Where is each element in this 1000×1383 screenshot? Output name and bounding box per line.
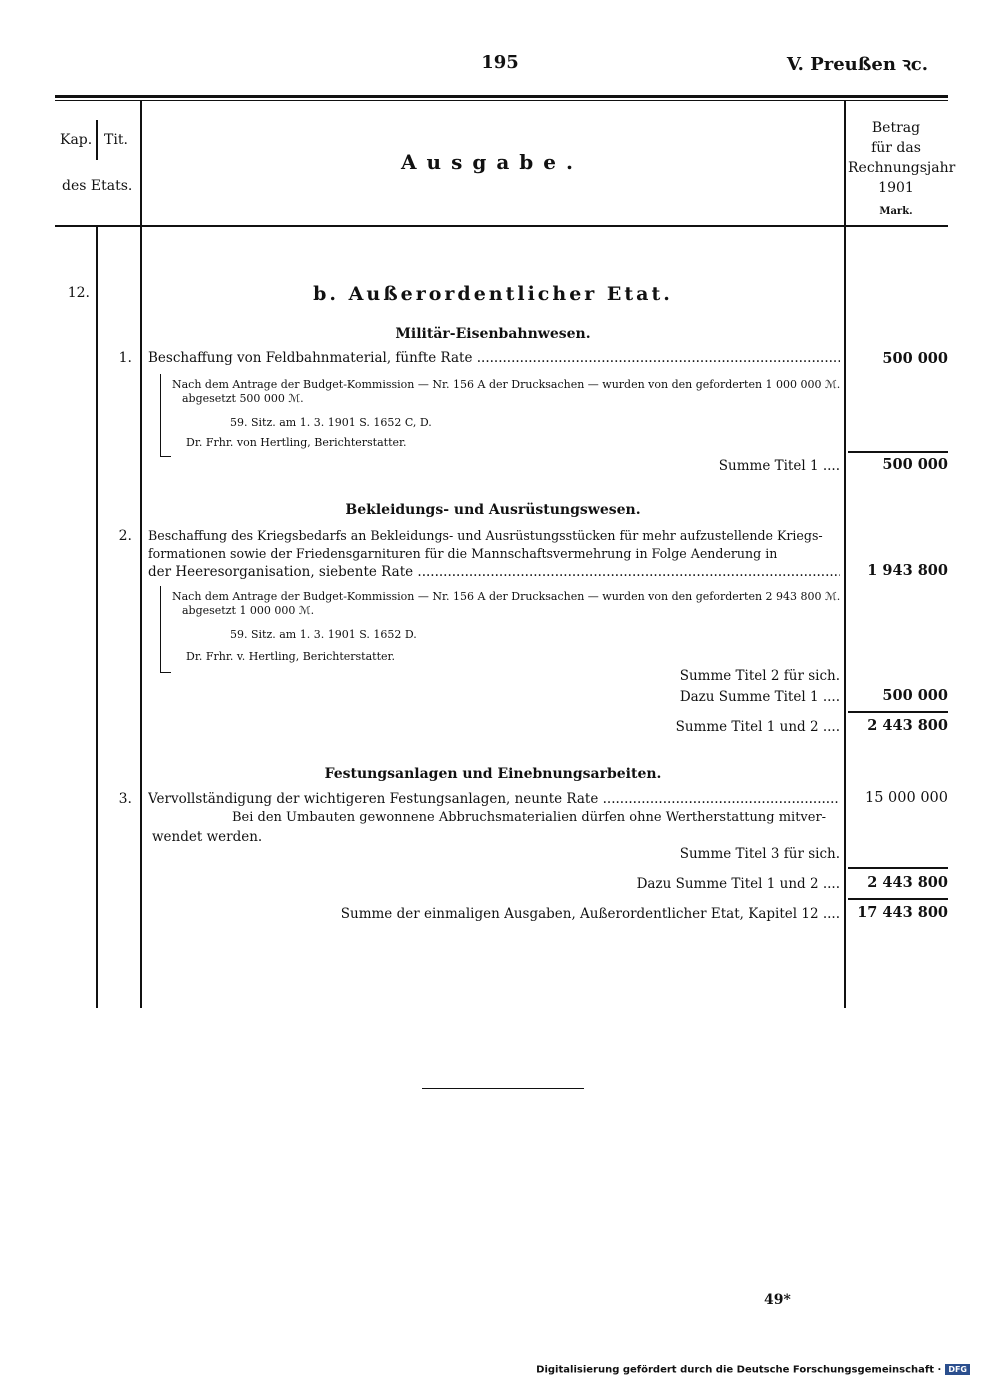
sum-rule-1 [848,451,948,453]
title-number-1: 1. [118,350,132,366]
item-text-1: Beschaffung von Feldbahnmaterial, fünfte Rate ..... [148,350,840,366]
sum-label-1-1: Summe Titel 1 .... [718,458,840,474]
title-number-2: 2. [118,528,132,544]
header-kap: Kap. [60,132,93,148]
item-text-2-line-2: formationen sowie der Friedensgarnituren für die Mannschaftsvermehrung in Folge Aenderung in [148,546,778,561]
sum-label-2-3: Summe Titel 1 und 2 .... [675,719,840,735]
note-1-line-2: abgesetzt 500 000 ℳ. [182,392,304,405]
kapitel-number: 12. [67,285,90,301]
header-tit: Tit. [104,132,128,148]
item-text-3-line-1: Vervollständigung der wichtigeren Festungsanlagen, neunte Rate ..... [148,791,840,807]
note-box-1 [160,374,171,457]
sum-rule-2 [848,711,948,713]
sum-amount-3-2: 2 443 800 [867,874,948,891]
betrag-line-3: Rechnungsjahr [848,160,956,176]
dfg-logo: DFG [945,1364,970,1375]
closing-rule [422,1088,584,1089]
amount-1: 500 000 [882,350,948,367]
header-bottom-rule [55,225,948,227]
title-number-3: 3. [118,791,132,807]
kap-tit-divider [96,120,98,160]
grand-total-rule [848,898,948,900]
item-text-2-line-1: Beschaffung des Kriegsbedarfs an Bekleidungs- und Ausrüstungsstücken für mehr aufzustellende Kriegs- [148,528,823,543]
betrag-line-2: für das [871,140,921,156]
header-betrag [848,118,956,222]
header-des-etats: des Etats. [62,178,133,194]
group-heading-3: Festungsanlagen und Einebnungsarbeiten. [324,766,662,782]
sum-amount-1-1: 500 000 [882,456,948,473]
note-1-line-1: Nach dem Antrage der Budget-Kommission — Nr. 156 A der Drucksachen — wurden von den geforderten 1 000 000 ℳ. [172,378,841,391]
sum-label-3-2: Dazu Summe Titel 1 und 2 .... [636,876,840,892]
header-ausgabe: Ausgabe. [401,150,583,174]
running-head: V. Preußen ꝛc. [786,54,928,75]
dfg-credit-text: Digitalisierung gefördert durch die Deutsche Forschungsgemeinschaft · [536,1364,942,1376]
sum-amount-2-3: 2 443 800 [867,717,948,734]
table-top-rule-thin [55,100,948,101]
note-2-line-3: 59. Sitz. am 1. 3. 1901 S. 1652 D. [230,628,417,641]
item-text-2-line-3: der Heeresorganisation, siebente Rate ..... [148,564,840,580]
group-heading-2: Bekleidungs- und Ausrüstungswesen. [345,502,641,518]
amount-3: 15 000 000 [864,790,948,806]
betrag-line-4: 1901 [878,180,914,196]
header-mark: Mark. [879,206,913,217]
item-text-3-line-2: Bei den Umbauten gewonnene Abbruchsmaterialien dürfen ohne Wertherstattung mitver- [232,810,827,825]
sum-label-3-1: Summe Titel 3 für sich. [679,846,840,862]
sum-label-2-2: Dazu Summe Titel 1 .... [679,689,840,705]
sum-label-2-1: Summe Titel 2 für sich. [679,668,840,684]
sum-rule-3 [848,867,948,869]
group-heading-1: Militär-Eisenbahnwesen. [395,326,591,342]
text-column-line-left [140,100,142,1008]
table-top-rule [55,95,948,98]
tit-column-line [96,226,98,1008]
amount-2: 1 943 800 [867,562,948,579]
note-1-line-4: Dr. Frhr. von Hertling, Berichterstatter. [186,436,407,449]
note-box-2 [160,586,171,673]
note-2-line-1: Nach dem Antrage der Budget-Kommission — Nr. 156 A der Drucksachen — wurden von den geforderten 2 943 800 ℳ. [172,590,841,603]
betrag-line-1: Betrag [871,120,921,136]
sum-amount-2-2: 500 000 [882,687,948,704]
grand-total-label: Summe der einmaligen Ausgaben, Außerordentlicher Etat, Kapitel 12 .... [340,906,840,922]
note-2-line-4: Dr. Frhr. v. Hertling, Berichterstatter. [186,650,396,663]
amount-column-line [844,100,846,1008]
page-number: 195 [481,52,519,73]
note-1-line-3: 59. Sitz. am 1. 3. 1901 S. 1652 C, D. [230,416,432,429]
section-title: b. Außerordentlicher Etat. [313,283,673,305]
signature-mark: 49* [764,1292,791,1308]
note-2-line-2: abgesetzt 1 000 000 ℳ. [182,604,315,617]
item-text-3-line-3: wendet werden. [152,829,263,845]
dfg-credit [536,1364,970,1376]
grand-total-amount: 17 443 800 [857,904,948,921]
